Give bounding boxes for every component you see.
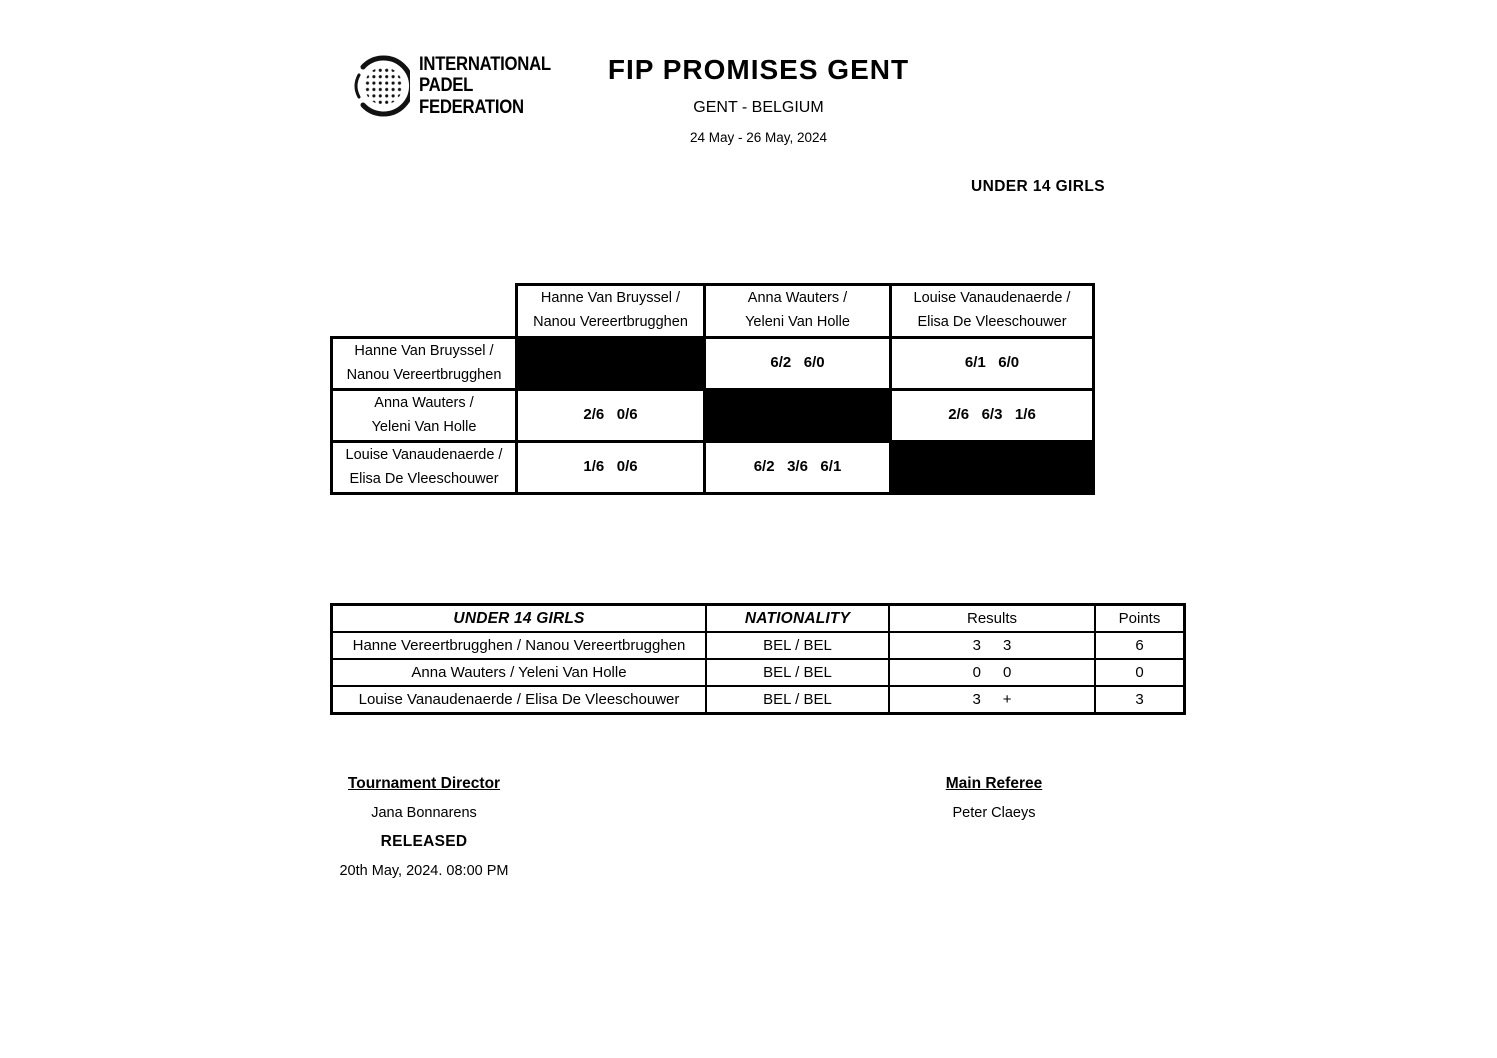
standings-nationality: BEL / BEL — [707, 687, 888, 712]
team-name-line: Elisa De Vleeschouwer — [917, 314, 1067, 330]
score-cell-t2-vs-t1: 2/6 0/6 — [518, 391, 703, 440]
team-name-line: Yeleni Van Holle — [371, 418, 477, 435]
team-name-line: Hanne Van Bruyssel / — [354, 342, 494, 359]
main-referee-name: Peter Claeys — [952, 805, 1036, 821]
standings-points: 0 — [1096, 660, 1183, 685]
result-value: 3 — [972, 691, 981, 708]
tournament-director-block — [274, 775, 574, 879]
blocked-cell — [518, 339, 703, 388]
standings-nationality: BEL / BEL — [707, 660, 888, 685]
released-status: RELEASED — [380, 833, 468, 850]
standings-nationality: BEL / BEL — [707, 633, 888, 658]
standings-points: 6 — [1096, 633, 1183, 658]
standings-header-nationality: NATIONALITY — [707, 606, 888, 631]
team-name-line: Anna Wauters / — [374, 394, 474, 411]
main-referee-label: Main Referee — [945, 775, 1043, 792]
standings-table — [330, 603, 1186, 715]
matrix-header-row — [515, 283, 1095, 336]
blocked-cell — [892, 443, 1092, 492]
event-location: GENT - BELGIUM — [693, 99, 824, 116]
standings-header-category: UNDER 14 GIRLS — [333, 606, 705, 631]
main-referee-block — [844, 775, 1144, 821]
matrix-row-header-team1 — [333, 339, 515, 388]
matrix-row-header-team3 — [333, 443, 515, 492]
logo-line-3: FEDERATION — [419, 96, 524, 118]
team-name-line: Elisa De Vleeschouwer — [349, 470, 499, 487]
standings-results — [890, 687, 1094, 712]
score-cell-t1-vs-t3: 6/1 6/0 — [892, 339, 1092, 388]
result-value: 3 — [1003, 637, 1012, 654]
score-cell-t2-vs-t3: 2/6 6/3 1/6 — [892, 391, 1092, 440]
matrix-col-header-team3 — [892, 286, 1092, 336]
team-name-line: Anna Wauters / — [747, 290, 848, 307]
result-value: + — [1002, 691, 1012, 708]
standings-results — [890, 633, 1094, 658]
released-datetime: 20th May, 2024. 08:00 PM — [339, 863, 509, 879]
standings-team-name: Louise Vanaudenaerde / Elisa De Vleeschouwer — [333, 687, 705, 712]
standings-team-name: Hanne Vereertbrugghen / Nanou Vereertbrugghen — [333, 633, 705, 658]
result-value: 0 — [972, 664, 981, 681]
tournament-director-label: Tournament Director — [347, 775, 501, 792]
tournament-director-name: Jana Bonnarens — [371, 805, 477, 821]
page-title: FIP PROMISES GENT — [607, 54, 910, 85]
logo-line-1: INTERNATIONAL — [419, 54, 551, 76]
category-label: UNDER 14 GIRLS — [971, 178, 1105, 195]
result-value: 0 — [1003, 664, 1012, 681]
results-matrix — [330, 336, 1095, 495]
result-value: 3 — [972, 637, 981, 654]
team-name-line: Nanou Vereertbrugghen — [346, 366, 502, 383]
team-name-line: Hanne Van Bruyssel / — [540, 290, 681, 307]
matrix-col-header-team2 — [706, 286, 889, 336]
team-name-line: Louise Vanaudenaerde / — [345, 446, 503, 463]
standings-header-points: Points — [1096, 606, 1183, 631]
event-dates: 24 May - 26 May, 2024 — [689, 130, 828, 145]
matrix-col-header-team1 — [518, 286, 703, 336]
matrix-row-header-team2 — [333, 391, 515, 440]
team-name-line: Louise Vanaudenaerde / — [913, 290, 1071, 307]
score-cell-t3-vs-t2: 6/2 3/6 6/1 — [706, 443, 889, 492]
blocked-cell — [706, 391, 889, 440]
team-name-line: Yeleni Van Holle — [745, 314, 850, 330]
standings-header-results: Results — [890, 606, 1094, 631]
standings-team-name: Anna Wauters / Yeleni Van Holle — [333, 660, 705, 685]
score-cell-t3-vs-t1: 1/6 0/6 — [518, 443, 703, 492]
standings-results — [890, 660, 1094, 685]
team-name-line: Nanou Vereertbrugghen — [533, 314, 688, 330]
logo-line-2: PADEL — [419, 75, 474, 97]
standings-points: 3 — [1096, 687, 1183, 712]
score-cell-t1-vs-t2: 6/2 6/0 — [706, 339, 889, 388]
